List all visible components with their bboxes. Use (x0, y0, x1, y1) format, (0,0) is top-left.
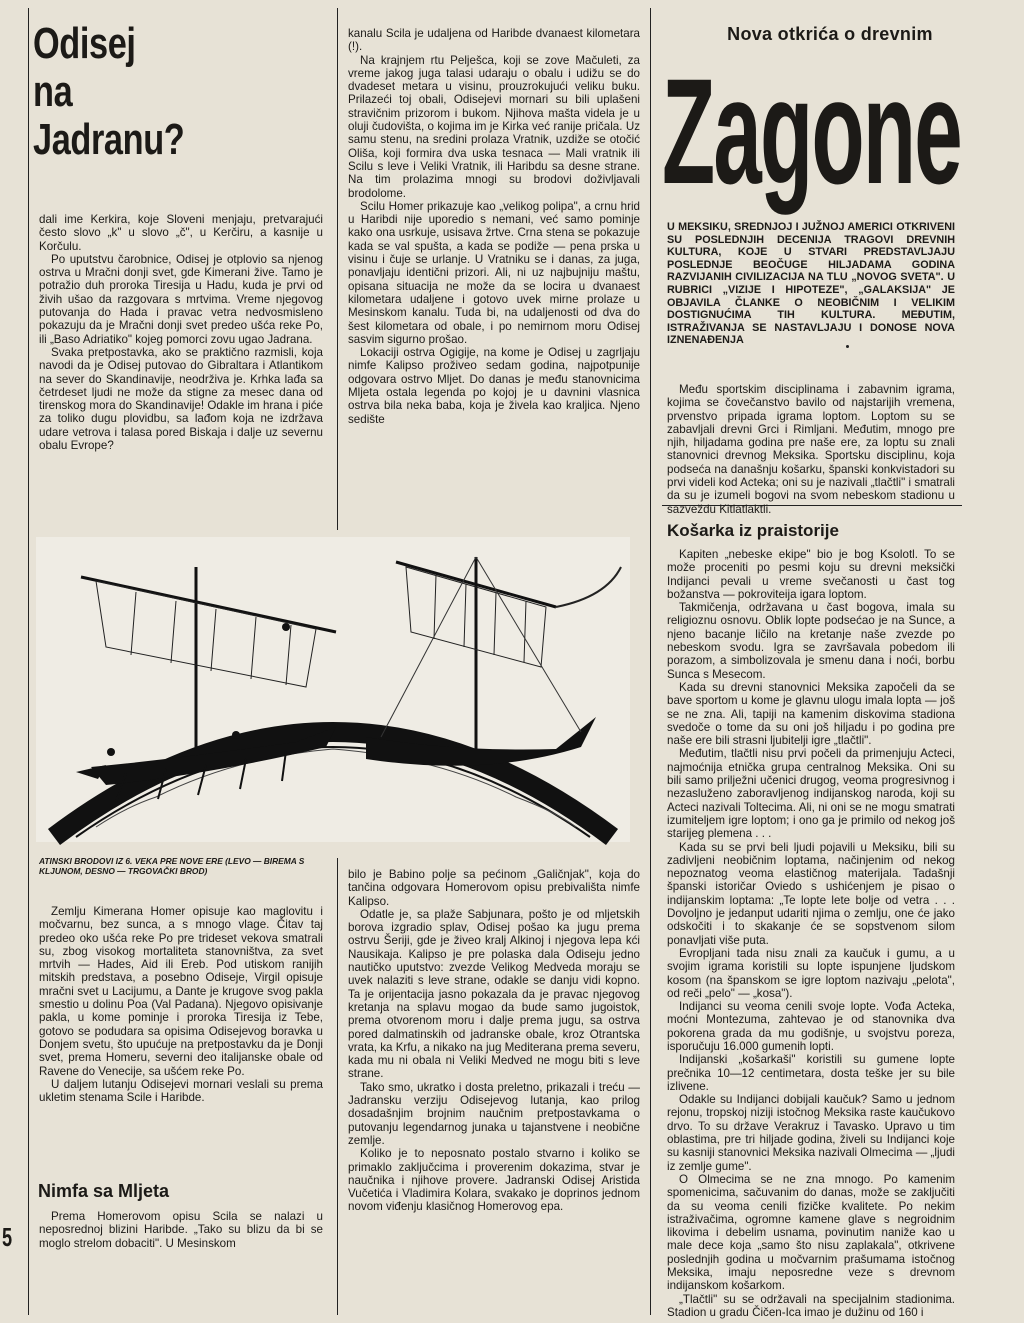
column-rule-1 (337, 8, 338, 530)
subheading-nimfa: Nimfa sa Mljeta (38, 1181, 170, 1201)
illustration-caption: ATINSKI BRODOVI IZ 6. VEKA PRE NOVE ERE (LEVO — BIREMA S KLJUNOM, DESNO — TRGOVAČKI BROD) (39, 856, 305, 877)
headline-line-1: Odisej (33, 19, 136, 68)
paragraph: Odakle su Indijanci dobijali kaučuk? Samo u jednom rejonu, tropskoj niziji istočnog Meksika raste kaučukovo drvo. To su države Verakruz i Tavasko. Upravo u tim oblastima, pre tri hiljade godina, živeli su Indijanci koje su kasniji stanovnici Meksika nazivali Olmecima — „ljudi iz zemlje gume". (667, 1093, 956, 1173)
sidebar-intro (667, 383, 955, 516)
paragraph: „Tlačtli" su se održavali na specijalnim stadionima. Stadion u gradu Čičen-Ica imao je dužinu od 160 i (667, 1292, 955, 1319)
article-column-2-top (348, 27, 640, 532)
paragraph: Prema Homerovom opisu Scila se nalazi u neposrednoj blizini Haribde. „Tako su blizu da bi se moglo strelom dobaciti". U Mesinskom (39, 1210, 323, 1250)
column-rule-2 (650, 8, 651, 1315)
paragraph: Svaka pretpostavka, ako se praktično razmisli, koja navodi da je Odisej putovao do Gibraltara i Atlantikom na sever do Skandinavije, neodrživa je. Krhka lađa sa četrdeset ljudi ne može da stigne za mesec dana od tirenskog mora do Skandinavije! Odakle im hrana i piće za toliko dugu plovidbu, sa lađom koja ne izdržava udare vetrova i talasa pored Biskaja i dalje uz severnu obalu Evrope? (39, 345, 323, 453)
paragraph: Po uputstvu čarobnice, Odisej je otplovio sa njenog ostrva u Mračni donji svet, gde Kimerani žive. Tamo je potražio duh proroka Tiresija u Hadu, kuda je prvi od živih ušao da razgovara s mrtvima. Vreme njegovog putovanja do Hada i pravac vetra nedvosmisleno pokazuju da je Mračni donji svet predeo ušća reke Po, ili „Baso Adriatiko" kojeg pomorci zovu ugao Jadrana. (39, 252, 323, 346)
ships-illustration (36, 537, 630, 842)
sidebar-title: Zagone (662, 47, 961, 215)
paragraph: O Olmecima se ne zna mnogo. Po kamenim spomenicima, sačuvanim do danas, može se zaključiti da su veoma cenili fizičke kvalitete. Po nekim istraživačima, ogromne kamene glave s negroidnim likovima i debelim usnama, povinutim naniže kao u male dece koja „samo što nisu zaplakala", otkrivene poslednjih godina u močvarnim prašumama istočnog Meksika, imaju neposredne veze s drevnom indijanskom košarkom. (667, 1172, 955, 1293)
sidebar-body (667, 548, 956, 1319)
left-margin-rule (28, 8, 29, 1315)
paragraph: Odatle je, sa plaže Sabjunara, pošto je od mljetskih borova izgradio splav, Odisej pošao ka jugu prema ostrvu Šeriji, gde je živeo kralj Alkinoj i njegova lepa kći Nausikaja. Kalipso je pre polaska dala Odiseju jedno nautičko uputstvo: zvezde Velikog Medveda moraju se uvek nalaziti s leve strane, odakle se danju vidi kopno. Ta je orijentacija jasno pokazala da je pravac njegovog kretanja na splavu mogao da bude samo jugoistok, prema otvorenom moru i dalje prema jugu, sa ostrva pored dalmatinskih od jadranske obale, kroz Otrantska vrata, ka Krfu, a nikako na jug Mediterana prema severu, kada mu ni obala ni Veliki Medved ne mogu biti s leve strane. (348, 907, 640, 1081)
article-column-2-bottom (348, 868, 640, 1268)
paragraph: Takmičenja, održavana u čast bogova, imala su religioznu osnovu. Oblik lopte podsećao je na Sunce, a njeno bacanje ličilo na kretanje naše zvezde po nebeskom svodu. Igra se završavala pobedom ili porazom, a simbolizovala je smenu dana i noći, borbu Sunca s Mesecom. (667, 601, 955, 681)
paragraph: Kada su se prvi beli ljudi pojavili u Meksiku, bili su zadivljeni neobičnim loptama, načinjenim od nekog nepoznatog veoma elastičnog materijala. Tadašnji španski istoričar Oviedo s ushićenjem je pisao o indijanskim loptama: „Te lopte lete bolje od vetra . . . Dovoljno je jedanput udariti njima o zemlju, one će jako odskočiti i to skakanje će se sopstvenom silom ponavljati više puta. (667, 840, 955, 947)
sidebar-lead: U MEKSIKU, SREDNJOJ I JUŽNOJ AMERICI OTKRIVENI SU POSLEDNJIH DECENIJA TRAGOVI DREVNIH KULTURA, KOJE U STVARI PREDSTAVLJAJU POSLEDNJE BEOČUGE HILJADAMA GODINA RAZVIJANIH CIVILIZACIJA NA TLU „NOVOG SVETA". U RUBRICI „VIZIJE I HIPOTEZE", „GALAKSIJA" JE OBJAVILA ČLANKE O NEOBIČNIM I VELIKIM DOSTIGNUĆIMA TIH KULTURA. MEĐUTIM, ISTRAŽIVANJA SE NASTAVLJAJU I DONOSE NOVA IZNENAĐENJA (667, 221, 955, 347)
paragraph: Indijanci su veoma cenili svoje lopte. Vođa Acteka, moćni Montezuma, zahtevao je od stanovnika dva pokorena grada da mu godišnje, u svojstvu poreza, isporučuju 16.000 gumenih lopti. (667, 1000, 955, 1053)
article-column-1-last (39, 1210, 323, 1270)
paragraph: Indijanski „košarkaši" koristili su gumene lopte prečnika 10—12 centimetara, dosta teške jer su bile izlivene. (667, 1053, 955, 1093)
paragraph: Kapiten „nebeske ekipe" bio je bog Ksolotl. To se može proceniti po pesmi koju su drevni meksički Indijanci pevali u vreme svečanosti u čast tog božanstva — pokroviteija igara loptom. (667, 548, 955, 601)
paragraph: U daljem lutanju Odisejevi mornari veslali su prema ukletim stenama Scile i Haribde. (39, 1077, 323, 1105)
paragraph: Kada su drevni stanovnici Meksika započeli da se bave sportom u kome je glavnu ulogu imala lopta — još se ne zna. Ali, tapiji na kamenim diskovima stadiona svedoče o tome da su oni još hiljadu i po godina pre naše ere bili strasni ljubitelji igre „tlačtli". (667, 680, 955, 748)
two-ancient-greek-ships-icon (36, 537, 630, 842)
paragraph: Međutim, tlačtli nisu prvi počeli da primenjuju Acteci, najmoćnija etnička grupa centralnog Meksika. Oni su bili samo prilježni učenici drugog, veoma progresivnog i nezasluženo zaboravljenog indijanskog naroda, koji su Acteci nazivali Toltecima. Ali, ni oni se ne mogu smatrati izumiteljem igre loptom; i ono ga je primilo od nekog još starijeg plemena . . . (667, 747, 955, 841)
headline-line-3: Jadranu? (33, 115, 185, 164)
ornament-dot (846, 345, 849, 348)
article-headline (33, 19, 185, 164)
paragraph: bilo je Babino polje sa pećinom „Galičnjak", koja do tančina odgovara Homerovom opisu prebivališta nimfe Kalipso. (348, 868, 640, 908)
paragraph: Lokaciji ostrva Ogigije, na kome je Odisej u zagrljaju nimfe Kalipso proživeo sedam godina, najpotpunije odgovara ostrvo Mljet. Do danas je među stanovnicima Mljeta ostala legenda po kojoj je u davnini vlasnica ostrva bila neka baba, koja je živela kao kraljica. Njeno sedište (348, 346, 640, 426)
paragraph: Tako smo, ukratko i dosta preletno, prikazali i treću — Jadransku verziju Odisejevog lutanja, kao prilog dosadašnjim brojnim naučnim pretpostavkama o putovanju legendarnog junaka u tajanstvene i neobične zemlje. (348, 1080, 640, 1147)
paragraph: Evropljani tada nisu znali za kaučuk i gumu, a u svojim igrama koristili su lopte ispunjene ljudskom kosom (na španskom se igre loptom nazivaju „pelota", od reči „pelo" — „kosa"). (667, 946, 955, 1000)
article-column-1-top (39, 213, 323, 531)
column-rule-1b (337, 858, 338, 1315)
paragraph: kanalu Scila je udaljena od Haribde dvanaest kilometara (!). (348, 27, 640, 54)
paragraph: Zemlju Kimerana Homer opisuje kao maglovitu i močvarnu, bez sunca, a s mnogo vlage. Čitav taj predeo oko ušća reke Po pre trideset vekova smatrali su, zbog visokog mortaliteta stanovništva, za svet mrtvih — Hades, Aid ili Ereb. Pod utiskom ranijih mitskih predstava, a posebno Odiseje, Virgil opisuje mračni svet u Lacijumu, a Dante je krugove svog pakla smestio u dolinu Poa (Val Padana). Njegovo opisivanje pakla, u kome pominje i proroka Tiresija iz Tebe, gotovo se podudara sa opisima Odisejevog boravka u Donjem svetu, što upućuje na pretpostavku da je Donji svet, prema Homeru, severni deo italijanske obale od Ravene do Venecije, sa ušćem reke Po. (39, 905, 323, 1078)
paragraph: Scilu Homer prikazuje kao „velikog polipa", a crnu hrid u Haribdi nije uporedio s nemani, već samo pominje kako ona usrkuje, usisava žrtve. Crna stena se pokazuje kada se val spušta, a kada se podiže — pena prska u visinu i čuje se urlanje. U Vratniku se i danas, za juga, ponavljaju identični prizori. Ali, ni uz najbujniju maštu, opisana situacija ne može da se locira u dvanaest kilometara udaljene i gotovo uvek mirne prolaze u Mesinskom kanalu. Tuda bi, na udaljenosti od dva do šest kilometara od obale, i po nemirnom moru Odisej sasvim sigurno prošao. (348, 199, 640, 346)
sidebar-kicker: Nova otkrića o drevnim (727, 24, 933, 44)
subheading-kosarka: Košarka iz praistorije (667, 521, 839, 540)
article-column-1-bottom (39, 905, 323, 1177)
page-number: 5 (2, 1222, 13, 1252)
paragraph: Na krajnjem rtu Pelješca, koji se zove Mačuleti, za vreme jakog juga talasi udaraju o obalu i udižu se do dvadeset metara u visinu, prouzrokujući veliku buku. Prilazeći toj obali, Odisejevi mornari su bili uplašeni stravičnim prizorom i bukom. Njihova mašta videla je u oluji čudovišta, o kojima im je Kirka već ranije pričala. Uz samu stenu, na sredini prolaza Vratnik, uzdiže se otočić Oliša, koji formira dva uska tesnaca — Mali vratnik ili Scilu s leve i Veliki Vratnik, ili Haribdu sa desne strane. Na tim prolazima mnogi su brodovi doživljavali brodolome. (348, 53, 640, 200)
paragraph: dali ime Kerkira, koje Sloveni menjaju, pretvarajući često slovo „k" u slovo „č", u Kerčiru, a kasnije u Korčulu. (39, 213, 323, 253)
headline-line-2: na (33, 67, 73, 116)
paragraph: Koliko je to neposnato postalo stvarno i koliko se primaklo zaključcima i proverenim dokazima, stvar je naučnika i njihove provere. Jadranski Odisej Aristida Vučetića i Vladimira Kolara, svakako je doprinos jednom novom viđenju klasičnog Homerovog epa. (348, 1147, 640, 1214)
paragraph: Među sportskim disciplinama i zabavnim igrama, kojima se čovečanstvo bavilo od najstarijih vremena, prvenstvo pripada igrama loptom. Loptom su se zabavljali drevni Grci i Rimljani. Međutim, mnogo pre njih, hiljadama godina pre naše ere, za loptu su znali stanovnici drevnog Meksika. Sportsku disciplinu, koja podseća na današnju košarku, španski konkvistadori su prvi videli kod Acteka; oni su je nazivali „tlačtli" i smatrali da su je izumeli bogovi na svom nebeskom stadionu u sazveždu Kitlatlaktli. (667, 383, 955, 516)
